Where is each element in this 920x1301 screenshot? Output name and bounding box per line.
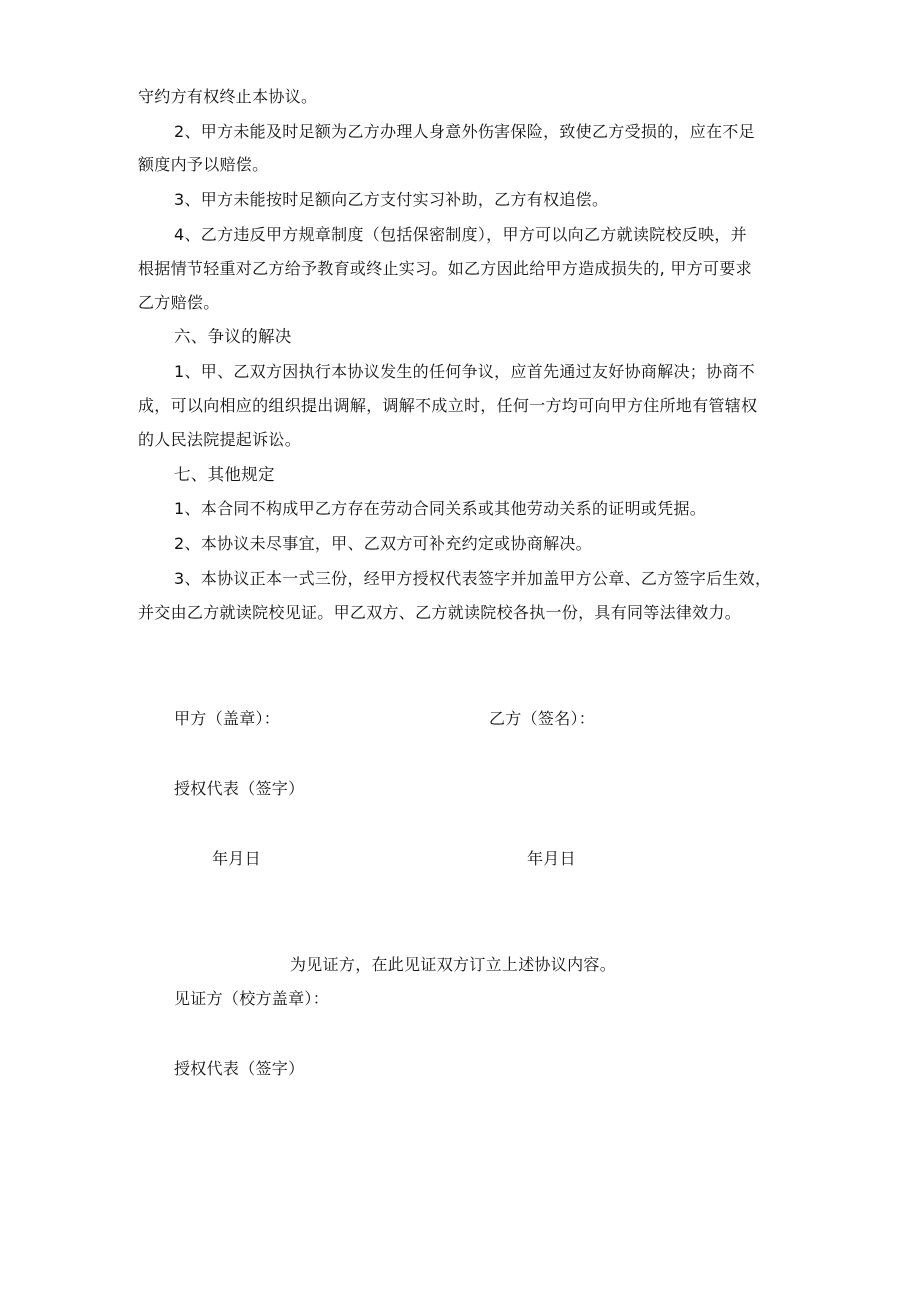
sec7-item1: 1、本合同不构成甲乙方存在劳动合同关系或其他劳动关系的证明或凭据。 bbox=[174, 499, 707, 518]
section-heading-other: 七、其他规定 bbox=[174, 465, 275, 484]
party-a-seal-label: 甲方（盖章）： bbox=[174, 709, 281, 728]
sec5-tail: 守约方有权终止本协议。 bbox=[138, 87, 318, 106]
sec5-item4-line2: 根据情节轻重对乙方给予教育或终止实习。如乙方因此给甲方造成损失的, 甲方可要求 bbox=[138, 259, 752, 278]
sec7-item3-line2: 并交由乙方就读院校见证。甲乙双方、乙方就读院校各执一份，具有同等法律效力。 bbox=[138, 603, 742, 622]
sec5-item2-line2: 额度内予以赔偿。 bbox=[138, 155, 269, 174]
party-b-date: 年月日 bbox=[527, 849, 576, 868]
sec6-item1-line2: 成，可以向相应的组织提出调解，调解不成立时，任何一方均可向甲方住所地有管辖权 bbox=[138, 396, 758, 415]
authorized-rep-label: 授权代表（签字） bbox=[174, 779, 305, 798]
sec7-item2: 2、本协议未尽事宜，甲、乙双方可补充约定或协商解决。 bbox=[174, 534, 592, 553]
sec7-item3-line1: 3、本协议正本一式三份，经甲方授权代表签字并加盖甲方公章、乙方签字后生效， bbox=[174, 569, 772, 588]
sec5-item2-line1: 2、甲方未能及时足额为乙方办理人身意外伤害保险，致使乙方受损的，应在不足 bbox=[174, 122, 755, 141]
sec5-item3: 3、甲方未能按时足额向乙方支付实习补助，乙方有权追偿。 bbox=[174, 190, 609, 209]
sec6-item1-line1: 1、甲、乙双方因执行本协议发生的任何争议，应首先通过友好协商解决；协商不 bbox=[174, 362, 755, 381]
witness-authorized-rep-label: 授权代表（签字） bbox=[174, 1059, 305, 1078]
sec5-item4-line1: 4、乙方违反甲方规章制度（包括保密制度），甲方可以向乙方就读院校反映，并 bbox=[174, 225, 747, 244]
witness-statement: 为见证方，在此见证双方订立上述协议内容。 bbox=[290, 955, 617, 974]
sec5-item4-line3: 乙方赔偿。 bbox=[138, 293, 220, 312]
witness-seal-label: 见证方（校方盖章）： bbox=[174, 989, 330, 1008]
sec6-item1-line3: 的人民法院提起诉讼。 bbox=[138, 430, 302, 449]
section-heading-dispute: 六、争议的解决 bbox=[174, 327, 292, 346]
party-a-date: 年月日 bbox=[212, 849, 261, 868]
party-b-signature-label: 乙方（签名）： bbox=[489, 709, 596, 728]
